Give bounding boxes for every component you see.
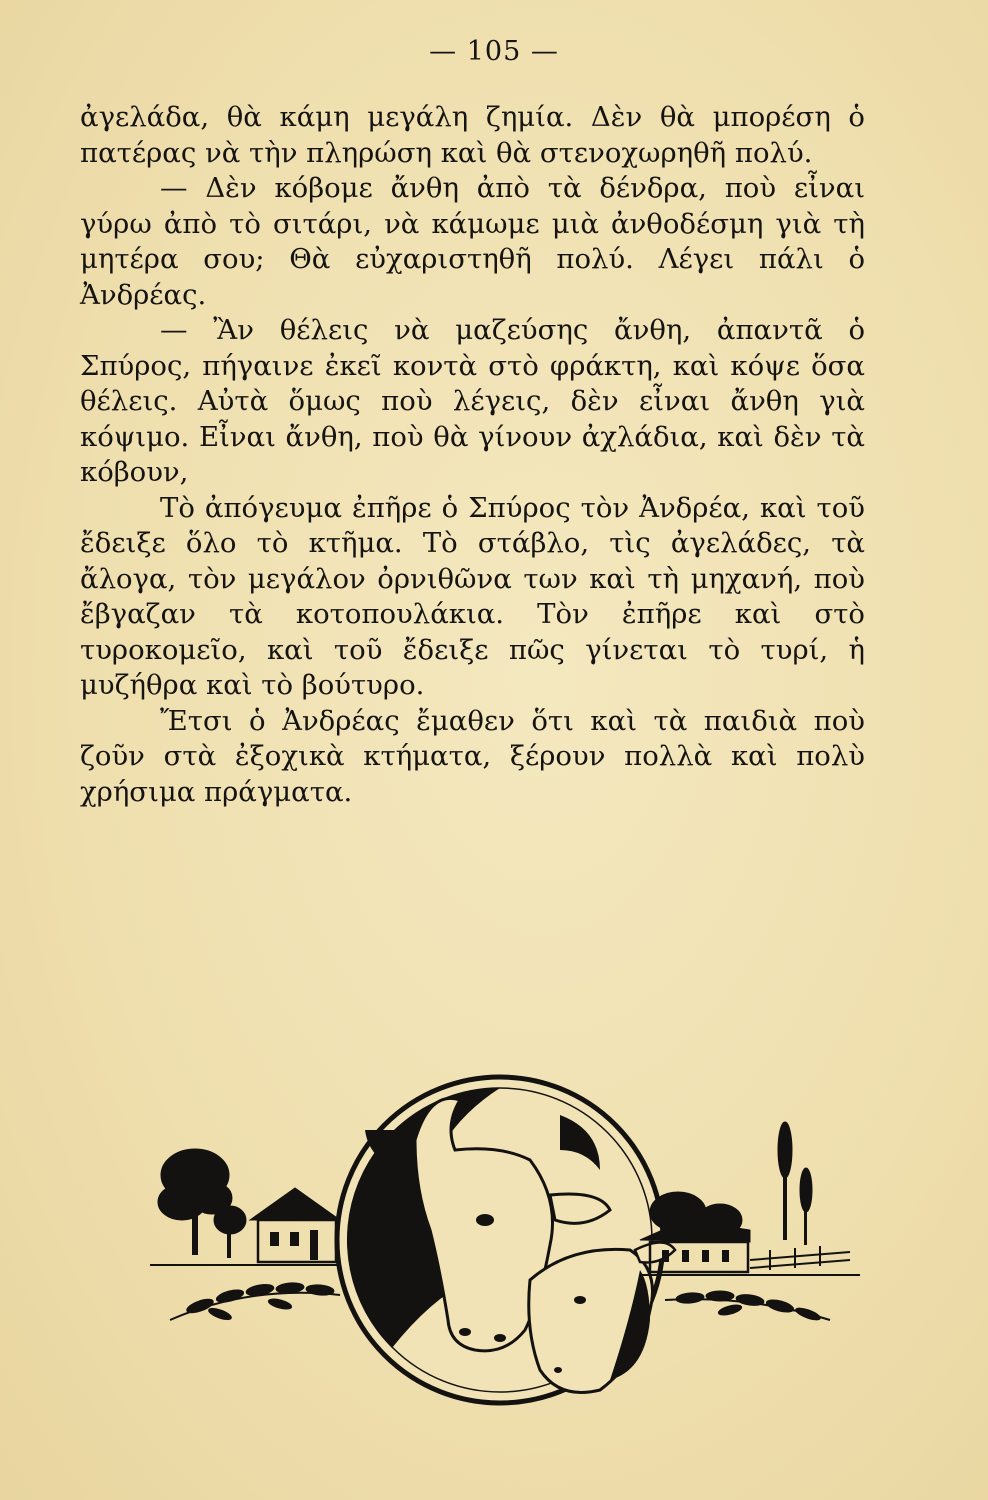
cow-medallion-icon xyxy=(337,1077,675,1403)
paragraph-2: — Δὲν κόβομε ἄνθη ἀπὸ τὰ δένδρα, ποὺ εἶναι γύρω ἀπὸ τὸ σιτάρι, νὰ κάμωμε μιὰ ἀνθοδέσμη γιὰ τὴ μητέρα σου; Θὰ εὐχαριστηθῆ πολύ. Λέγει πάλι ὁ Ἀνδρέας. xyxy=(80,172,865,311)
right-farmhouse-icon xyxy=(640,1122,860,1322)
paragraph-3: — Ἂν θέλεις νὰ μαζεύσης ἄνθη, ἀπαντᾶ ὁ Σπύρος, πήγαινε ἐκεῖ κοντὰ στὸ φράκτη, καὶ κόψε ὅσα θέλεις. Αὐτὰ ὅμως ποὺ λέγεις, δὲν εἶναι ἄνθη γιὰ κόψιμο. Εἶναι ἄνθη, ποὺ θὰ γίνουν ἀχλάδια, καὶ δὲν τὰ κόβουν, xyxy=(80,314,865,488)
body-text xyxy=(80,100,865,810)
page-number: — 105 — xyxy=(429,36,559,67)
paragraph-4: Τὸ ἀπόγευμα ἐπῆρε ὁ Σπύρος τὸν Ἀνδρέα, καὶ τοῦ ἔδειξε ὅλο τὸ κτῆμα. Τὸ στάβλο, τὶς ἀγελάδες, τὰ ἄλογα, τὸν μεγάλον ὀρνιθῶνα των καὶ τὴ μηχανή, ποὺ ἔβγαζαν τὰ κοτοπουλάκια. Τὸν ἐπῆρε καὶ στὸ τυροκομεῖο, καὶ τοῦ ἔδειξε πῶς γίνεται τὸ τυρί, ἡ μυζήθρα καὶ τὸ βούτυρο. xyxy=(80,491,865,701)
cow-vignette-illustration xyxy=(130,1070,870,1460)
left-farmhouse-icon xyxy=(150,1149,350,1322)
paragraph-1: ἀγελάδα, θὰ κάμη μεγάλη ζημία. Δὲν θὰ μπορέση ὁ πατέρας νὰ τὴν πληρώση καὶ θὰ στενοχωρηθῆ πολύ. xyxy=(80,101,865,169)
paragraph-5: Ἔτσι ὁ Ἀνδρέας ἔμαθεν ὅτι καὶ τὰ παιδιὰ ποὺ ζοῦν στὰ ἐξοχικὰ κτήματα, ξέρουν πολλὰ καὶ πολὺ χρήσιμα πράγματα. xyxy=(80,704,865,808)
